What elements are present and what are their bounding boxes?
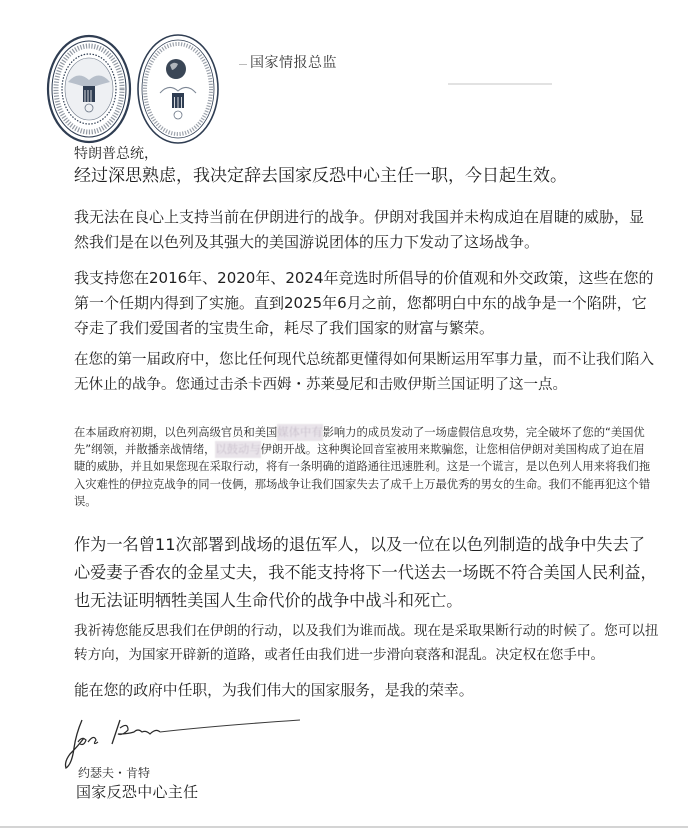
header-rule bbox=[448, 83, 552, 85]
paragraph-support: 我支持您在2016年、2020年、2024年竞选时所倡导的价值观和外交政策，这些在您的第一个任期内得到了实施。直到2025年6月之前，您都明白中东的战争是一个陷阱，它夺走了我们爱国者的宝贵生命，耗尽了我们国家的财富与繁荣。 bbox=[74, 269, 654, 337]
paragraph-conscience: 我无法在良心上支持当前在伊朗进行的战争。伊朗对我国并未构成迫在眉睫的威胁，显然我们是在以色列及其强大的美国游说团体的压力下发动了这场战争。 bbox=[74, 208, 645, 251]
signer-title: 国家反恐中心主任 bbox=[76, 783, 199, 801]
signer-name: 约瑟夫・肯特 bbox=[78, 766, 151, 780]
agency-title-tick bbox=[239, 64, 247, 65]
text-segment: 影响力的成员发动了一场虚假信息攻势，完全破坏了您的“美国优先”纲领，并散播亲战情绪， bbox=[74, 426, 645, 457]
paragraph-first-term: 在您的第一届政府中，您比任何现代总统都更懂得如何果断运用军事力量，而不让我们陷入无休止的战争。您通过击杀卡西姆・苏莱曼尼和击败伊斯兰国证明了这一点。 bbox=[74, 352, 654, 393]
paragraph-resignation: 经过深思熟虑，我决定辞去国家反恐中心主任一职，今日起生效。 bbox=[74, 166, 567, 186]
nctc-seal-icon bbox=[136, 33, 220, 145]
salutation: 特朗普总统， bbox=[74, 146, 158, 162]
handwritten-signature-icon bbox=[62, 712, 302, 772]
agency-title: 国家情报总监 bbox=[250, 55, 337, 71]
paragraph-honor: 能在您的政府中任职，为我们伟大的国家服务，是我的荣幸。 bbox=[74, 682, 474, 699]
letterhead bbox=[0, 0, 688, 140]
dni-seal-icon bbox=[46, 34, 132, 144]
obscured-text: 媒体中有 bbox=[277, 424, 322, 441]
text-segment: 在本届政府初期，以色列高级官员和美国 bbox=[74, 426, 278, 439]
text-segment: 伊朗开战。这种舆论回音室被用来欺骗您，让您相信伊朗对美国构成了迫在眉睫的威胁，并且如果您现在采取行动，将有一条明确的道路通往迅速胜利。这是一个谎言，是以色列人用来将我们拖入灾难性的伊拉克战争的同一伎俩，那场战争让我们国家失去了成千上万最优秀的男女的生命。我们不能再犯这个错误。 bbox=[74, 443, 651, 508]
paragraph-veteran: 作为一名曾11次部署到战场的退伍军人，以及一位在以色列制造的战争中失去了心爱妻子香农的金星丈夫，我不能支持将下一代送去一场既不符合美国人民利益，也无法证明牺牲美国人生命代价的战争中战斗和死亡。 bbox=[74, 535, 657, 610]
paragraph-prayer: 我祈祷您能反思我们在伊朗的行动，以及我们为谁而战。现在是采取果断行动的时候了。您可以扭转方向，为国家开辟新的道路，或者任由我们进一步滑向衰落和混乱。决定权在您手中。 bbox=[74, 623, 659, 663]
paragraph-disinformation bbox=[74, 424, 654, 510]
obscured-text: 以鼓动与 bbox=[215, 441, 260, 458]
